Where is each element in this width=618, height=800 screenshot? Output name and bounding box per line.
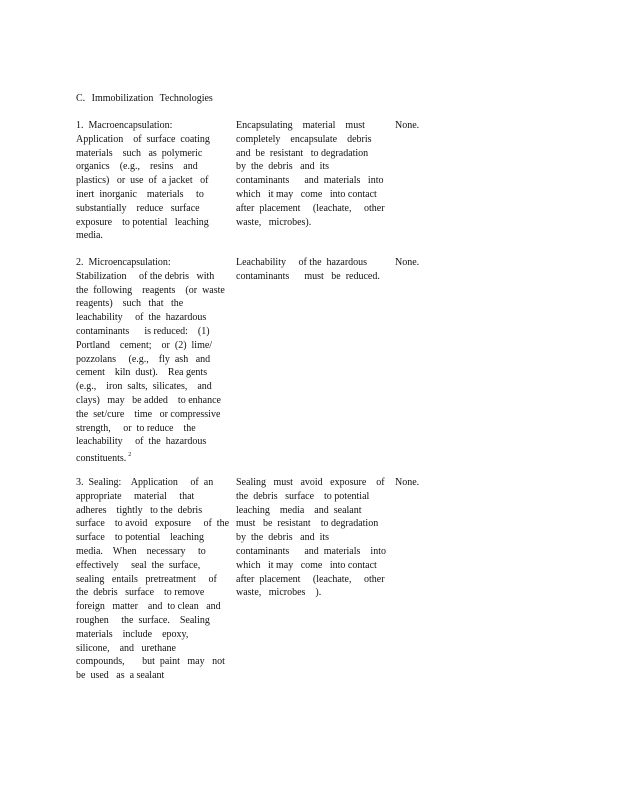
row-1-standard: Encapsulating material must completely encapsulate debris and be resistant to degradation by the debris and its contaminants and materials into which it may come into contact after placement (leachate, other waste, microbes). xyxy=(236,120,385,228)
row-2-technology xyxy=(76,256,232,466)
row-3-standard: Sealing must avoid exposure of the debris surface to potential leaching media and sealant must be resistant to degradation by the debris and its contaminants and materials into which it may come into contact after placement (leachate, other waste, microbes ). xyxy=(236,477,386,599)
row-1-technology: 1. Macroencapsulation: Application of surface coating materials such as polymeric organics (e.g., resins and plastics) or use of a jacket of inert inorganic materials to substantially reduce surface exposure to potential leaching media. xyxy=(76,120,210,242)
row-3-technology: 3. Sealing: Application of an appropriate material that adheres tightly to the debris surface to avoid exposure of the surface to potential leaching media. When necessary to effectively seal the surface, sealing entails pretreatment of the debris surface to remove foreign matter and to clean and roughen the surface. Sealing materials include epoxy, silicone, and urethane compounds, but paint may not be used as a sealant xyxy=(76,477,230,682)
row-2-restrictions: None. xyxy=(395,257,420,268)
row-3-restrictions: None. xyxy=(395,477,420,488)
row-2-technology-text: 2. Microencapsulation: Stabilization of the debris with the following reagents (or waste reagents) such that the leachability of the hazardous contaminants is reduced: (1) Portland cement; or (2) lime/ pozzolans (e.g., fly ash and cement kiln dust). Rea gents (e.g., iron salts, silicates, and clays) may be added to enhance the set/cure time or compressive strength, or to reduce the leachability of the hazardous constituents. xyxy=(76,257,225,465)
footnote-marker: 2 xyxy=(128,452,132,459)
row-1-restrictions: None. xyxy=(395,120,420,131)
row-2-standard: Leachability of the hazardous contaminants must be reduced. xyxy=(236,257,380,282)
section-title: C. Immobilization Technologies xyxy=(76,93,213,104)
